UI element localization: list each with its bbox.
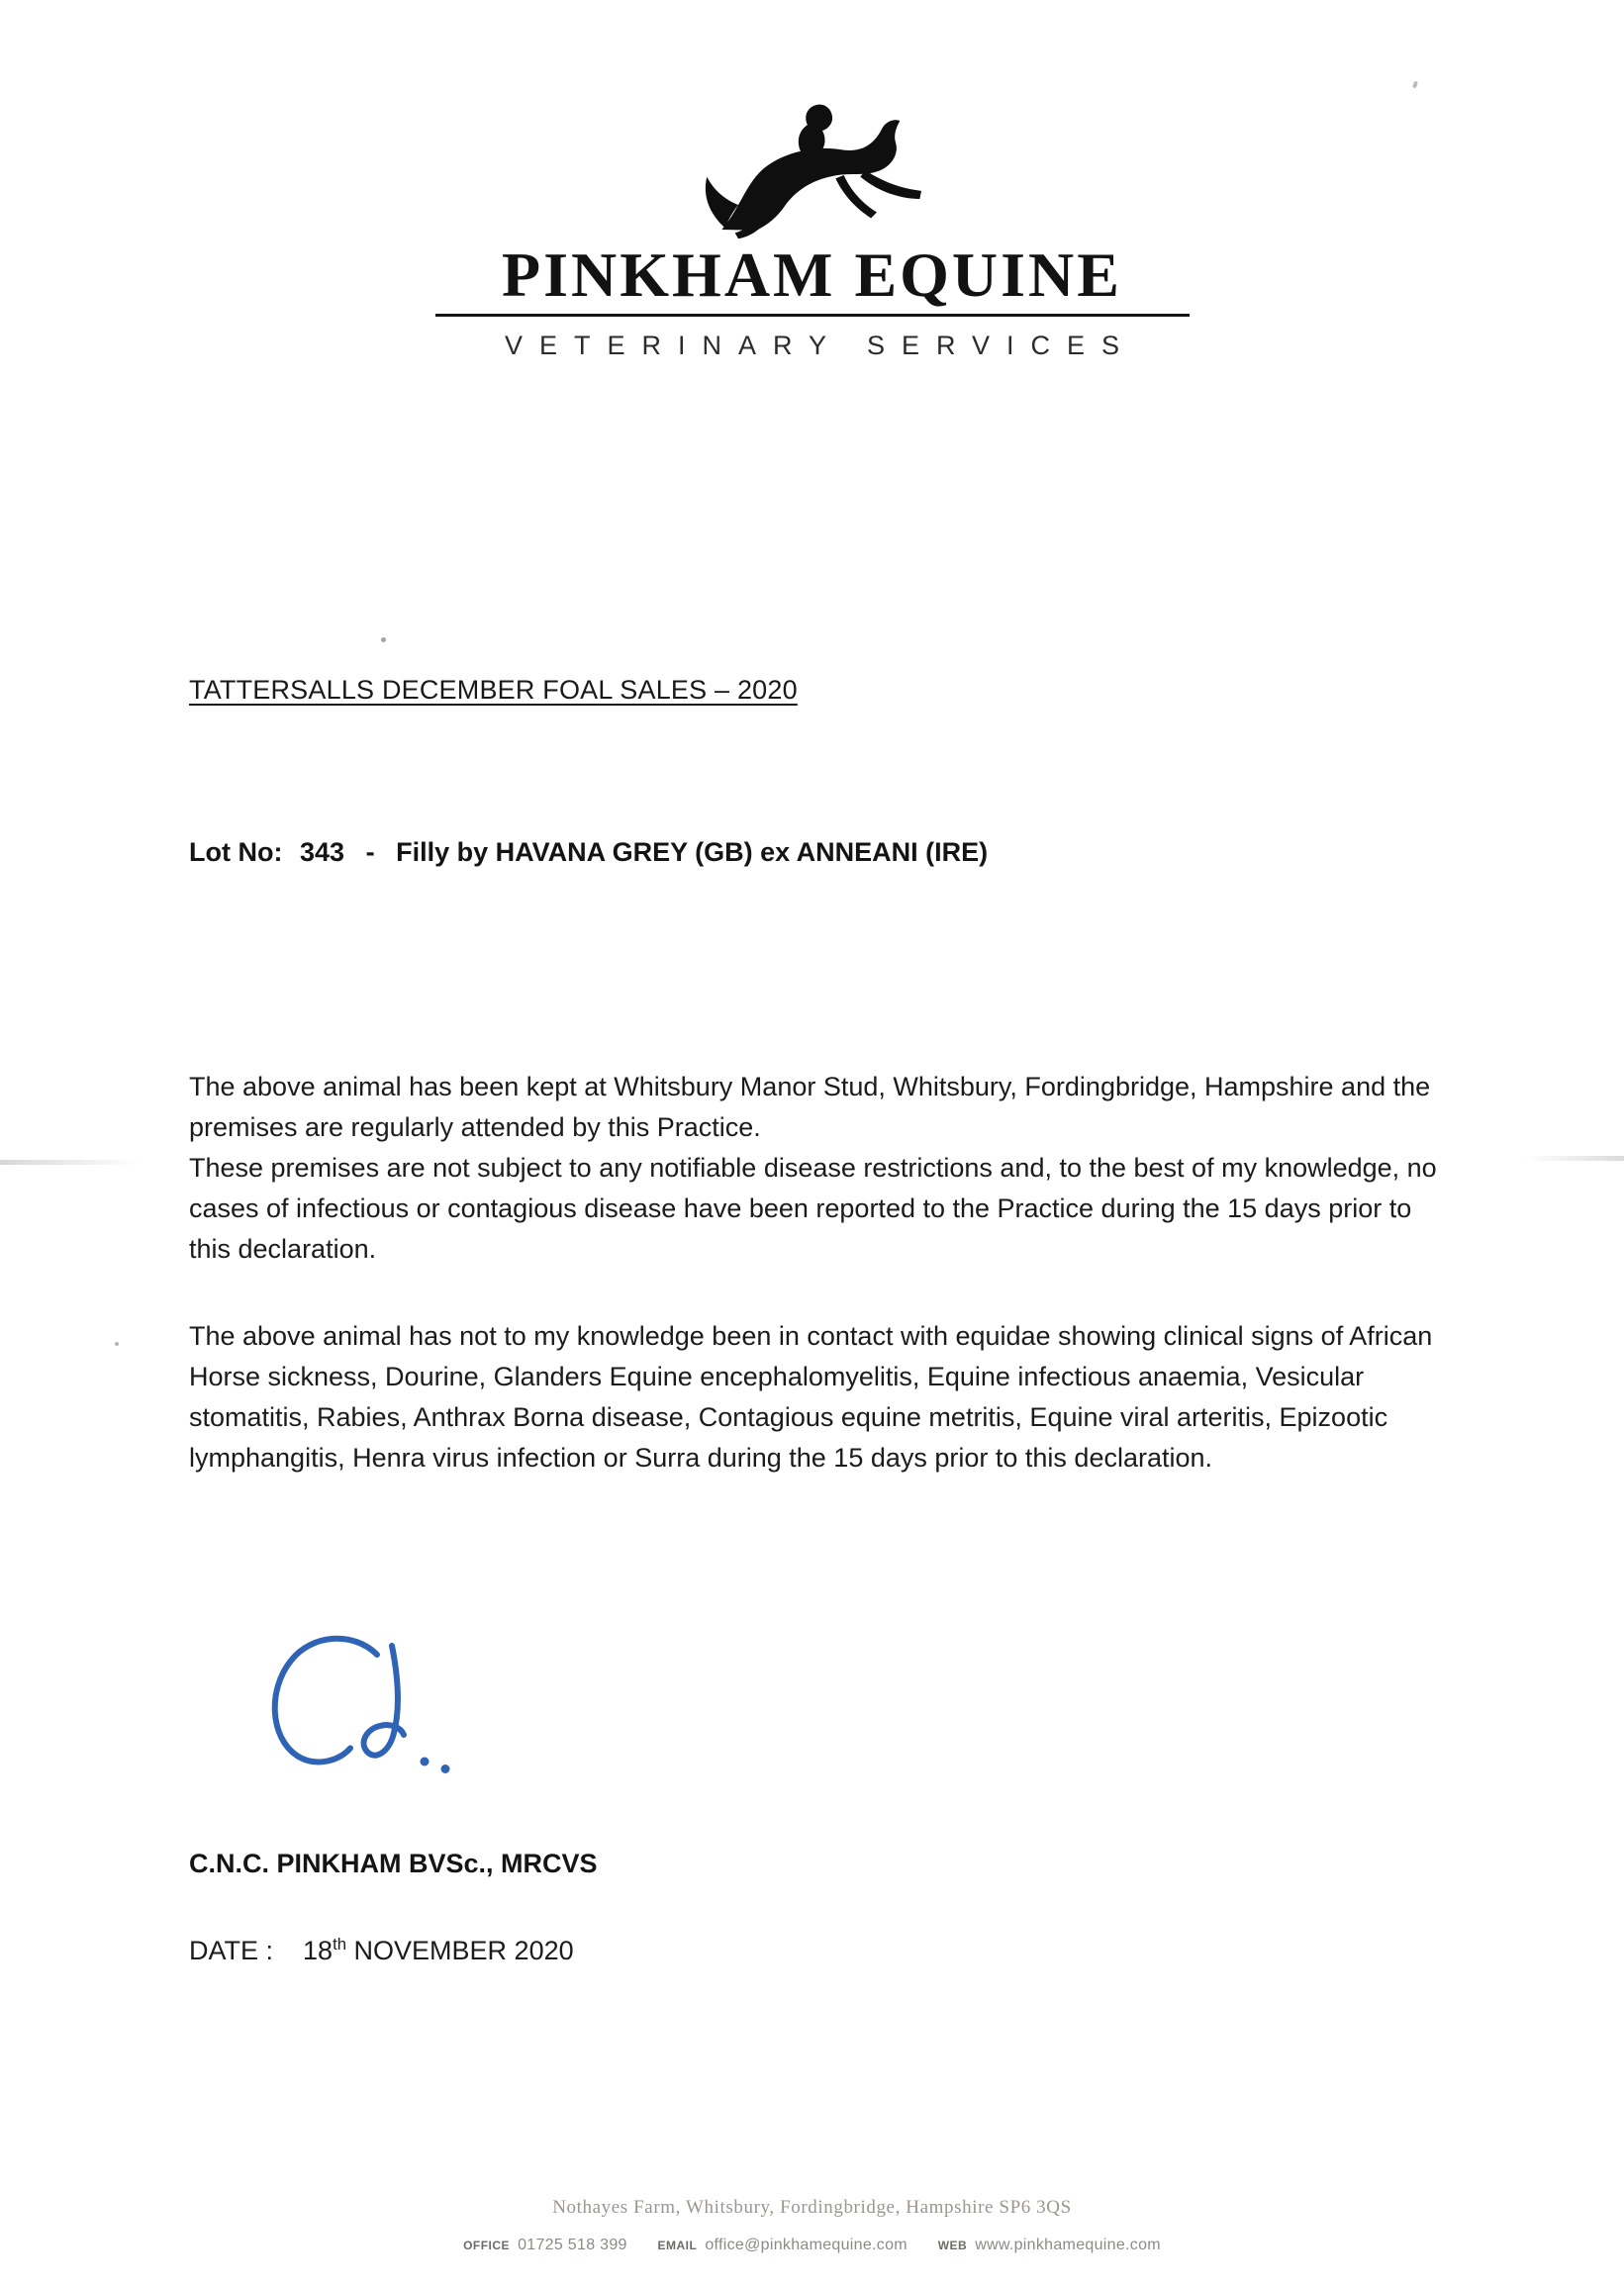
- signatory-name: C.N.C. PINKHAM BVSc., MRCVS: [189, 1849, 598, 1878]
- date-month-year: NOVEMBER 2020: [346, 1936, 574, 1965]
- lot-separator: -: [365, 837, 375, 867]
- footer-address: Nothayes Farm, Whitsbury, Fordingbridge, Hampshire SP6 3QS: [552, 2197, 1072, 2218]
- scan-speck: [115, 1342, 119, 1346]
- document-title: TATTERSALLS DECEMBER FOAL SALES – 2020: [189, 675, 798, 705]
- premises-sentence-2: These premises are not subject to any notifiable disease restrictions and, to the best of my knowledge, no cases of infectious or contagious disease have been reported to the Practice during the 15 days prior to this declaration.: [189, 1153, 1437, 1264]
- email-label: EMAIL: [657, 2239, 698, 2252]
- date-day: 18: [303, 1936, 334, 1965]
- premises-sentence-1: The above animal has been kept at Whitsbury Manor Stud, Whitsbury, Fordingbridge, Hampshire and the premises are regularly attended by this Practice.: [189, 1072, 1431, 1142]
- web-label: WEB: [937, 2239, 968, 2252]
- date-line: [189, 1936, 574, 1966]
- lot-description: Filly by HAVANA GREY (GB) ex ANNEANI (IRE): [396, 837, 989, 867]
- horse-and-rider-icon: [688, 91, 937, 239]
- signature-ink: [249, 1625, 457, 1788]
- lot-number: 343: [299, 837, 345, 867]
- footer-contacts: [0, 2237, 1624, 2254]
- brand-name: PINKHAM EQUINE: [502, 239, 1122, 310]
- disease-contact-paragraph: The above animal has not to my knowledge been in contact with equidae showing clinical signs of African Horse sickness, Dourine, Glanders Equine encephalomyelitis, Equine infectious anaemia, Vesicular stomatitis, Rabies, Anthrax Borna disease, Contagious equine metritis, Equine viral arteritis, Epizootic lymphangitis, Henra virus infection or Surra during the 15 days prior to this declaration.: [189, 1321, 1433, 1473]
- lot-line: [189, 837, 988, 868]
- scan-streak-right: [1525, 1156, 1624, 1161]
- brand-subtitle: VETERINARY SERVICES: [504, 331, 1137, 361]
- website-url: www.pinkhamequine.com: [975, 2237, 1161, 2253]
- office-phone: 01725 518 399: [518, 2237, 627, 2253]
- date-label: DATE :: [189, 1936, 274, 1965]
- premises-declaration-paragraph: [189, 1067, 1444, 1270]
- logo-divider-rule: [435, 314, 1190, 317]
- office-label: OFFICE: [463, 2239, 511, 2252]
- lot-label: Lot No:: [189, 837, 283, 867]
- email-address: office@pinkhamequine.com: [705, 2237, 908, 2253]
- letterhead-logo: [0, 91, 1624, 361]
- scan-speck: [1412, 81, 1418, 89]
- scan-streak-left: [0, 1160, 139, 1165]
- scan-speck: [381, 637, 386, 642]
- date-ordinal: th: [333, 1935, 347, 1954]
